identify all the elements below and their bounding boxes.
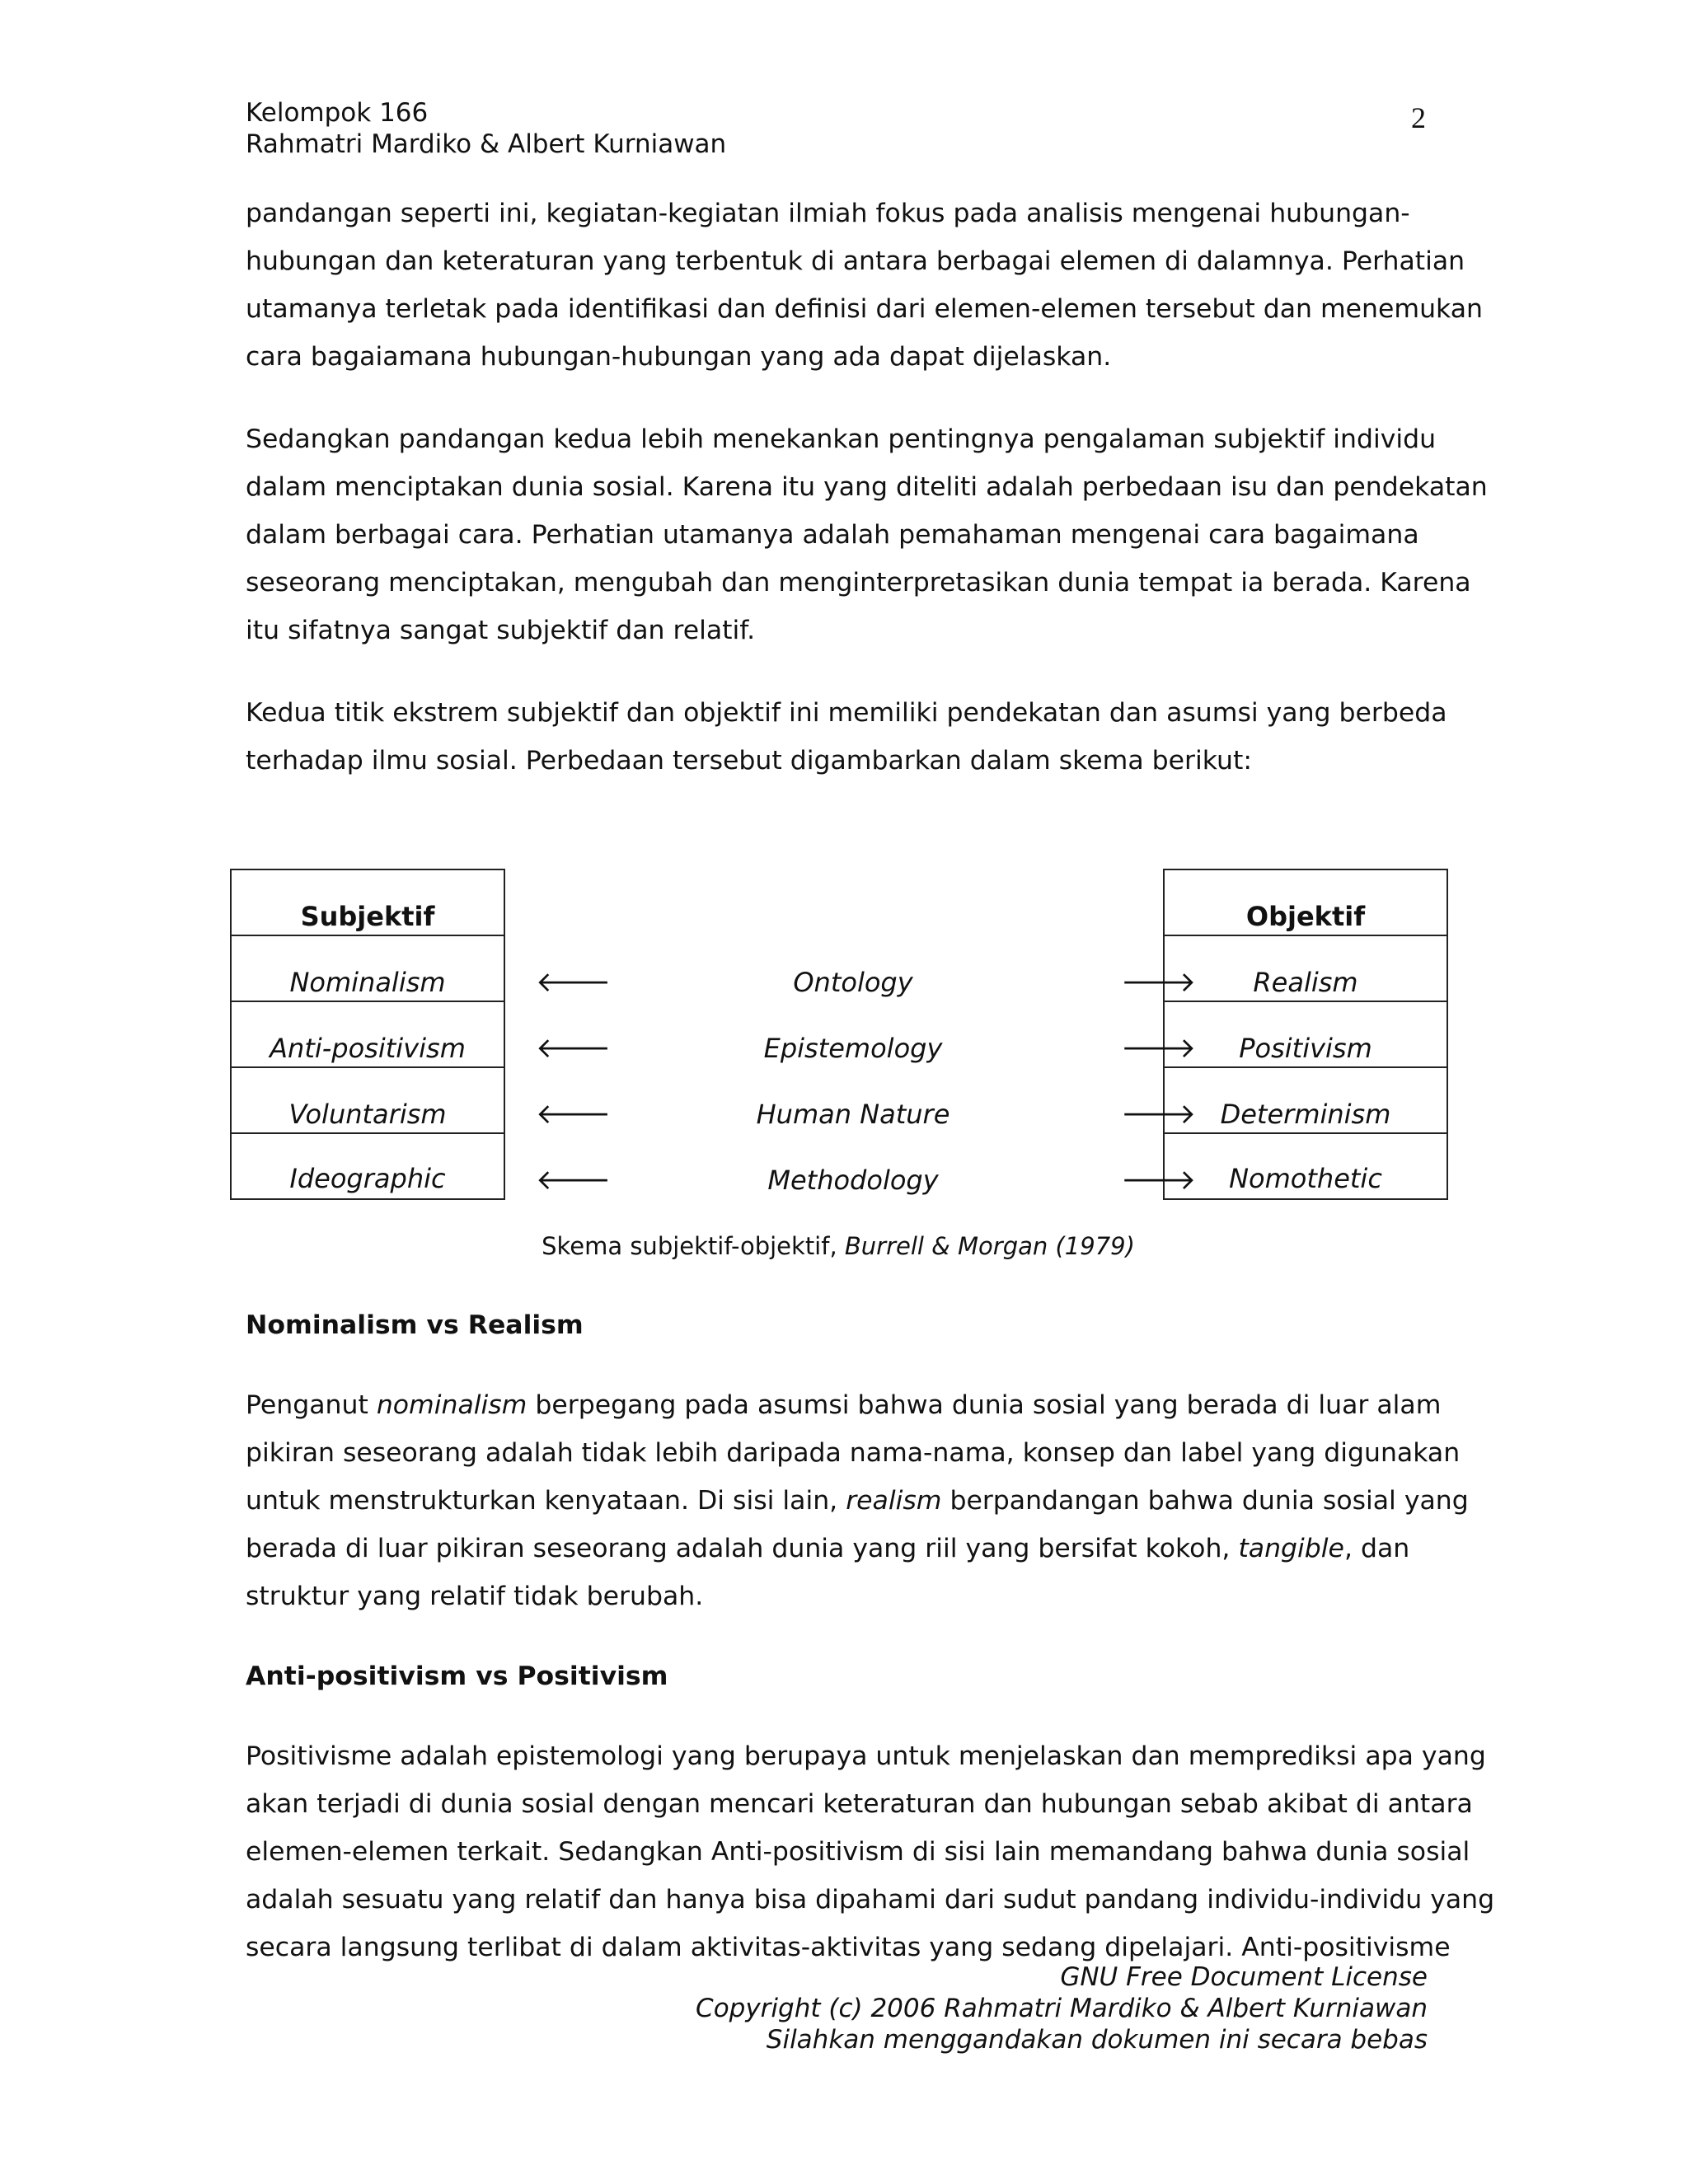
schema-dimension-row [536,1066,1197,1132]
paragraph-line: hubungan dan keteraturan yang terbentuk di antara berbagai elemen di dalamnya. Perhatian [246,246,1465,276]
paragraph-3 [246,689,1447,785]
schema-right-cell: Realism [1165,936,1447,1002]
paragraph-line: seseorang menciptakan, mengubah dan menginterpretasikan dunia tempat ia berada. Karena [246,568,1471,598]
schema-dimension-row [536,935,1197,1001]
schema-left-cell: Anti-positivism [232,1002,504,1068]
paragraph-line: pandangan seperti ini, kegiatan-kegiatan ilmiah fokus pada analisis mengenai hubungan- [246,199,1410,228]
schema-dimension-row [536,1001,1197,1066]
arrow-right-icon: 🡒 [1121,1032,1197,1065]
schema-right-cell: Positivism [1165,1002,1447,1068]
paragraph-line [246,1477,1469,1525]
paragraph-line: Kedua titik ekstrem subjektif dan objektif ini memiliki pendekatan dan asumsi yang berbeda [246,698,1447,728]
schema-caption [0,1231,1676,1261]
paragraph-line: pikiran seseorang adalah tidak lebih daripada nama-nama, konsep dan label yang digunakan [246,1438,1461,1468]
text-run: berada di luar pikiran seseorang adalah dunia yang riil yang bersifat kokoh, [246,1534,1239,1563]
paragraph-line: elemen-elemen terkait. Sedangkan Anti-positivism di sisi lain memandang bahwa dunia sosial [246,1837,1470,1867]
paragraph-nominalism [246,1381,1469,1620]
arrow-right-icon: 🡒 [1121,1164,1197,1197]
paragraph-line: utamanya terletak pada identifikasi dan definisi dari elemen-elemen tersebut dan menemukan [246,294,1484,324]
paragraph-line [246,1525,1416,1572]
text-run: Penganut [246,1390,377,1420]
paragraph-line: cara bagaiamana hubungan-hubungan yang ada dapat dijelaskan. [246,342,1112,372]
paragraph-positivism [246,1732,1495,1971]
schema-dimension: Methodology [767,1165,939,1196]
paragraph-line: Positivisme adalah epistemologi yang berupaya untuk menjelaskan dan memprediksi apa yang [246,1741,1486,1771]
schema-left-header: Subjektif [232,870,504,936]
paragraph-line: dalam berbagai cara. Perhatian utamanya adalah pemahaman mengenai cara bagaimana [246,520,1419,550]
emphasis-term: realism [846,1486,942,1516]
arrow-left-icon: 🡐 [536,1164,612,1197]
schema-right-cell: Determinism [1165,1068,1447,1134]
paragraph-line: secara langsung terlibat di dalam aktivitas-aktivitas yang sedang dipelajari. Anti-positivisme [246,1933,1451,1962]
paragraph-line: terhadap ilmu sosial. Perbedaan tersebut digambarkan dalam skema berikut: [246,746,1252,776]
text-run: berpegang pada asumsi bahwa dunia sosial yang berada di luar alam [527,1390,1442,1420]
text-run: untuk menstrukturkan kenyataan. Di sisi lain, [246,1486,846,1516]
schema-dimension: Epistemology [763,1033,943,1064]
schema-left-cell: Nominalism [232,936,504,1002]
schema-caption-text: Skema subjektif-objektif, [542,1232,845,1260]
paragraph-line: struktur yang relatif tidak berubah. [246,1582,704,1611]
arrow-right-icon: 🡒 [1121,1098,1197,1131]
arrow-left-icon: 🡐 [536,1098,612,1131]
emphasis-term: tangible [1238,1534,1344,1563]
header-authors: Rahmatri Mardiko & Albert Kurniawan [246,129,727,159]
emphasis-term: nominalism [376,1390,528,1420]
schema-right-header: Objektif [1165,870,1447,936]
footer-permission: Silahkan menggandakan dokumen ini secara bebas [766,2025,1428,2055]
paragraph-2 [246,415,1488,654]
schema-subjective-column [230,869,505,1200]
schema-dimension: Ontology [793,967,913,998]
paragraph-line: itu sifatnya sangat subjektif dan relatif. [246,616,756,645]
schema-dimension: Human Nature [756,1099,950,1130]
header-group-name: Kelompok 166 [246,98,429,128]
schema-left-cell: Ideographic [289,1163,446,1194]
arrow-left-icon: 🡐 [536,1032,612,1065]
paragraph-1 [246,190,1484,381]
schema-left-cell: Voluntarism [232,1068,504,1134]
paragraph-line [246,1381,1442,1429]
text-run: berpandangan bahwa dunia sosial yang [941,1486,1469,1516]
schema-right-cell: Nomothetic [1229,1163,1382,1194]
paragraph-line: dalam menciptakan dunia sosial. Karena itu yang diteliti adalah perbedaan isu dan pendekatan [246,472,1488,502]
arrow-left-icon: 🡐 [536,966,612,999]
section-heading-positivism: Anti-positivism vs Positivism [246,1661,668,1691]
schema-objective-column [1163,869,1448,1200]
text-run: , dan [1343,1534,1410,1563]
arrow-right-icon: 🡒 [1121,966,1197,999]
paragraph-line: Sedangkan pandangan kedua lebih menekankan pentingnya pengalaman subjektif individu [246,424,1437,454]
page-number: 2 [1411,101,1426,134]
footer-copyright: Copyright (c) 2006 Rahmatri Mardiko & Albert Kurniawan [696,1994,1428,2023]
schema-caption-citation: Burrell & Morgan (1979) [844,1232,1135,1260]
paragraph-line: adalah sesuatu yang relatif dan hanya bisa dipahami dari sudut pandang individu-individu yang [246,1885,1495,1915]
schema-dimension-row [536,1132,1197,1198]
paragraph-line: akan terjadi di dunia sosial dengan mencari keteraturan dan hubungan sebab akibat di antara [246,1789,1473,1819]
footer-license: GNU Free Document License [1060,1962,1428,1992]
section-heading-nominalism: Nominalism vs Realism [246,1310,584,1340]
